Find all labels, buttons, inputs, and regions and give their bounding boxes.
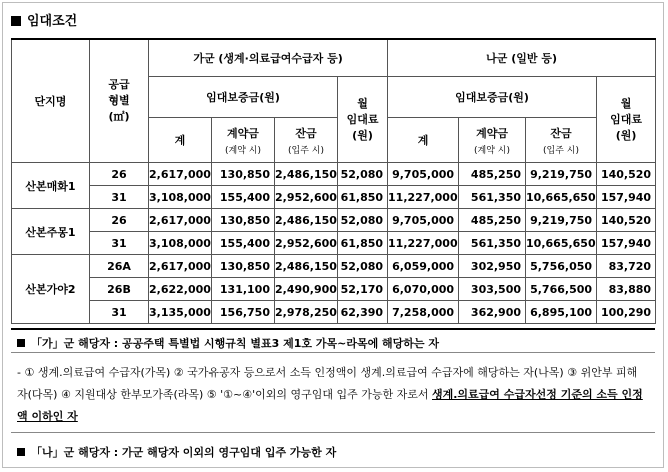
ga-total-cell: 3,135,000 (149, 301, 212, 324)
square-bullet-icon (11, 16, 21, 26)
type-cell: 26B (90, 278, 149, 301)
section-title-text: 임대조건 (27, 14, 78, 29)
ga-balance-cell: 2,486,150 (275, 255, 338, 278)
header-ga-deposit: 임대보증금(원) (149, 77, 338, 118)
ga-total-cell: 2,622,000 (149, 278, 212, 301)
ga-monthly-cell: 52,080 (338, 163, 388, 186)
divider (11, 432, 655, 433)
na-monthly-cell: 83,720 (597, 255, 656, 278)
na-monthly-cell: 157,940 (597, 232, 656, 255)
notes-section (11, 328, 655, 466)
na-balance-cell: 5,756,050 (526, 255, 597, 278)
na-total-cell: 9,705,000 (388, 209, 459, 232)
ga-balance-cell: 2,486,150 (275, 209, 338, 232)
type-cell: 26A (90, 255, 149, 278)
type-cell: 31 (90, 186, 149, 209)
ga-monthly-cell: 52,080 (338, 255, 388, 278)
na-monthly-cell: 157,940 (597, 186, 656, 209)
note-ga-body: - ① 생계.의료급여 수급자(가목) ② 국가유공자 등으로서 소득 인정액이 생계.의료급여 수급자에 해당하는 자(나목) ③ 위안부 피해자(다목) ④ 지원대상 한부모가족(라목) ⑤ '①~④'이외의 영구임대 입주 가능한 자로서 생계.의료급여 수급자선정 기준의 소득 인정액 이하인 자 (17, 366, 643, 423)
na-total-cell: 6,070,000 (388, 278, 459, 301)
ga-total-cell: 3,108,000 (149, 186, 212, 209)
table-row (12, 186, 656, 209)
header-ga-balance: 잔금 (입주 시) (275, 118, 338, 163)
ga-contract-cell: 156,750 (212, 301, 275, 324)
ga-balance-cell: 2,978,250 (275, 301, 338, 324)
ga-monthly-cell: 61,850 (338, 232, 388, 255)
na-monthly-cell: 140,520 (597, 163, 656, 186)
na-total-cell: 11,227,000 (388, 186, 459, 209)
header-na-balance: 잔금 (입주 시) (526, 118, 597, 163)
na-balance-cell: 10,665,650 (526, 186, 597, 209)
ga-contract-cell: 155,400 (212, 232, 275, 255)
na-contract-cell: 302,950 (459, 255, 526, 278)
ga-balance-cell: 2,486,150 (275, 163, 338, 186)
ga-total-cell: 2,617,000 (149, 163, 212, 186)
table-row (12, 278, 656, 301)
na-contract-cell: 485,250 (459, 209, 526, 232)
note-na-heading: 「나」군 해당자 : 가군 해당자 이외의 영구임대 입주 가능한 자 (17, 444, 336, 460)
square-bullet-icon (17, 339, 25, 347)
ga-total-cell: 2,617,000 (149, 209, 212, 232)
header-ga-total: 계 (149, 118, 212, 163)
type-cell: 31 (90, 232, 149, 255)
square-bullet-icon (17, 448, 25, 456)
na-balance-cell: 9,219,750 (526, 209, 597, 232)
header-ga-monthly: 월 임대료 (원) (338, 77, 388, 163)
na-contract-cell: 303,500 (459, 278, 526, 301)
table-row (12, 255, 656, 278)
ga-contract-cell: 130,850 (212, 163, 275, 186)
na-total-cell: 11,227,000 (388, 232, 459, 255)
divider (11, 352, 655, 353)
na-contract-cell: 561,350 (459, 232, 526, 255)
header-na-total: 계 (388, 118, 459, 163)
type-cell: 26 (90, 163, 149, 186)
na-contract-cell: 485,250 (459, 163, 526, 186)
na-balance-cell: 5,766,500 (526, 278, 597, 301)
table-row (12, 209, 656, 232)
ga-monthly-cell: 52,170 (338, 278, 388, 301)
table-row (12, 301, 656, 324)
rent-conditions-table (11, 38, 656, 324)
complex-cell: 산본매화1 (12, 163, 90, 209)
ga-contract-cell: 130,850 (212, 209, 275, 232)
table-row (12, 163, 656, 186)
na-monthly-cell: 83,880 (597, 278, 656, 301)
na-balance-cell: 9,219,750 (526, 163, 597, 186)
complex-cell: 산본가야2 (12, 255, 90, 324)
na-monthly-cell: 140,520 (597, 209, 656, 232)
ga-monthly-cell: 61,850 (338, 186, 388, 209)
table-row (12, 232, 656, 255)
na-total-cell: 6,059,000 (388, 255, 459, 278)
header-na-monthly: 월 임대료 (원) (597, 77, 656, 163)
na-contract-cell: 362,900 (459, 301, 526, 324)
ga-contract-cell: 130,850 (212, 255, 275, 278)
na-monthly-cell: 100,290 (597, 301, 656, 324)
ga-contract-cell: 131,100 (212, 278, 275, 301)
header-complex: 단지명 (12, 39, 90, 163)
header-group-ga: 가군 (생계·의료급여수급자 등) (149, 39, 388, 77)
na-total-cell: 7,258,000 (388, 301, 459, 324)
header-ga-contract: 계약금 (계약 시) (212, 118, 275, 163)
complex-cell: 산본주몽1 (12, 209, 90, 255)
header-na-deposit: 임대보증금(원) (388, 77, 597, 118)
ga-monthly-cell: 52,080 (338, 209, 388, 232)
ga-monthly-cell: 62,390 (338, 301, 388, 324)
ga-total-cell: 3,108,000 (149, 232, 212, 255)
type-cell: 26 (90, 209, 149, 232)
ga-contract-cell: 155,400 (212, 186, 275, 209)
header-na-contract: 계약금 (계약 시) (459, 118, 526, 163)
na-total-cell: 9,705,000 (388, 163, 459, 186)
na-balance-cell: 10,665,650 (526, 232, 597, 255)
ga-balance-cell: 2,952,600 (275, 232, 338, 255)
ga-balance-cell: 2,952,600 (275, 186, 338, 209)
type-cell: 31 (90, 301, 149, 324)
na-contract-cell: 561,350 (459, 186, 526, 209)
ga-total-cell: 2,617,000 (149, 255, 212, 278)
note-ga-heading: 「가」군 해당자 : 공공주택 특별법 시행규칙 별표3 제1호 가목~라목에 해당하는 자 (17, 335, 439, 351)
header-group-na: 나군 (일반 등) (388, 39, 656, 77)
section-title (11, 10, 77, 29)
header-supply-type: 공급 형별 (㎡) (90, 39, 149, 163)
na-balance-cell: 6,895,100 (526, 301, 597, 324)
ga-balance-cell: 2,490,900 (275, 278, 338, 301)
